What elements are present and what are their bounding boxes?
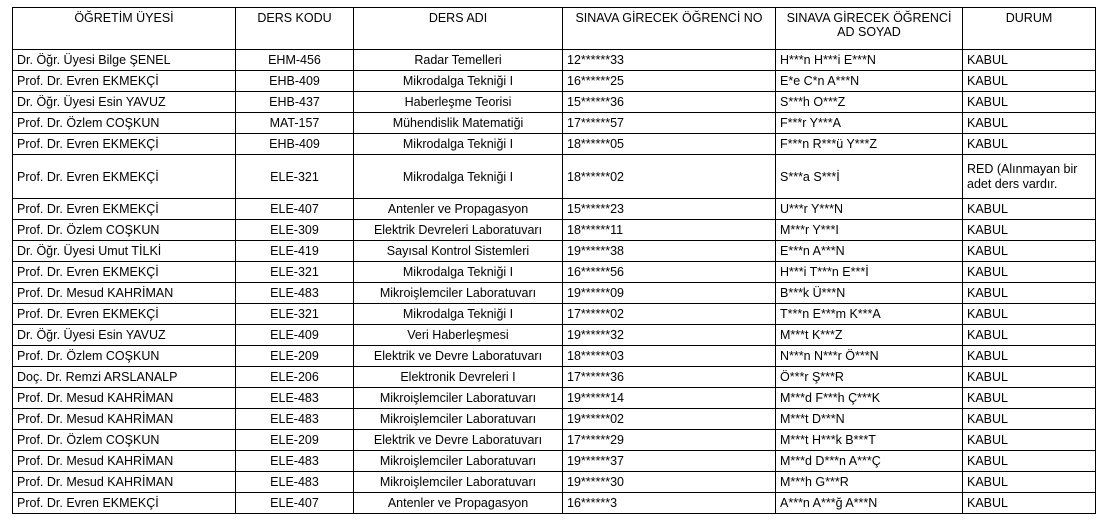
table-row	[13, 50, 1096, 71]
student-name-cell: M***t H***k B***T	[776, 430, 963, 451]
table-row	[13, 71, 1096, 92]
status-cell: KABUL	[963, 346, 1096, 367]
exam-list-container	[12, 7, 1096, 514]
table-row	[13, 220, 1096, 241]
course-code-cell: ELE-483	[236, 283, 354, 304]
table-row	[13, 451, 1096, 472]
table-row	[13, 134, 1096, 155]
instructor-cell: Prof. Dr. Özlem COŞKUN	[13, 346, 236, 367]
course-name-cell: Radar Temelleri	[354, 50, 563, 71]
instructor-cell: Prof. Dr. Özlem COŞKUN	[13, 220, 236, 241]
status-cell: KABUL	[963, 283, 1096, 304]
course-code-cell: ELE-483	[236, 388, 354, 409]
course-code-cell: ELE-321	[236, 304, 354, 325]
course-name-cell: Mikrodalga Tekniği I	[354, 71, 563, 92]
course-code-cell: ELE-483	[236, 472, 354, 493]
instructor-cell: Prof. Dr. Evren EKMEKÇİ	[13, 134, 236, 155]
instructor-cell: Prof. Dr. Evren EKMEKÇİ	[13, 155, 236, 199]
course-name-cell: Mikroişlemciler Laboratuvarı	[354, 388, 563, 409]
course-name-cell: Mikroişlemciler Laboratuvarı	[354, 409, 563, 430]
student-no-cell: 19******14	[563, 388, 776, 409]
course-code-cell: ELE-209	[236, 430, 354, 451]
instructor-cell: Prof. Dr. Mesud KAHRİMAN	[13, 388, 236, 409]
course-name-cell: Elektrik ve Devre Laboratuvarı	[354, 430, 563, 451]
student-name-cell: E*e C*n A***N	[776, 71, 963, 92]
course-name-cell: Sayısal Kontrol Sistemleri	[354, 241, 563, 262]
student-name-cell: U***r Y***N	[776, 199, 963, 220]
status-cell: KABUL	[963, 199, 1096, 220]
course-code-cell: EHM-456	[236, 50, 354, 71]
student-name-cell: N***n N***r Ö***N	[776, 346, 963, 367]
header-instructor: ÖĞRETİM ÜYESİ	[13, 8, 236, 50]
student-no-cell: 18******11	[563, 220, 776, 241]
header-student-name: SINAVA GİRECEK ÖĞRENCİ AD SOYAD	[776, 8, 963, 50]
course-name-cell: Elektrik Devreleri Laboratuvarı	[354, 220, 563, 241]
table-row	[13, 430, 1096, 451]
header-course-name: DERS ADI	[354, 8, 563, 50]
instructor-cell: Prof. Dr. Mesud KAHRİMAN	[13, 409, 236, 430]
course-name-cell: Mikroişlemciler Laboratuvarı	[354, 283, 563, 304]
table-row	[13, 388, 1096, 409]
course-name-cell: Mikroişlemciler Laboratuvarı	[354, 472, 563, 493]
status-cell: KABUL	[963, 430, 1096, 451]
course-code-cell: ELE-206	[236, 367, 354, 388]
student-name-cell: F***r Y***A	[776, 113, 963, 134]
student-no-cell: 19******09	[563, 283, 776, 304]
status-cell: KABUL	[963, 241, 1096, 262]
student-name-cell: Ö***r Ş***R	[776, 367, 963, 388]
instructor-cell: Prof. Dr. Evren EKMEKÇİ	[13, 71, 236, 92]
status-cell: KABUL	[963, 493, 1096, 514]
student-name-cell: M***t D***N	[776, 409, 963, 430]
student-name-cell: M***r Y***I	[776, 220, 963, 241]
status-cell: KABUL	[963, 451, 1096, 472]
student-no-cell: 19******02	[563, 409, 776, 430]
course-name-cell: Mühendislik Matematiği	[354, 113, 563, 134]
instructor-cell: Dr. Öğr. Üyesi Esin YAVUZ	[13, 92, 236, 113]
course-code-cell: MAT-157	[236, 113, 354, 134]
course-name-cell: Mikrodalga Tekniği I	[354, 155, 563, 199]
student-no-cell: 15******23	[563, 199, 776, 220]
table-body	[13, 50, 1096, 514]
instructor-cell: Dr. Öğr. Üyesi Esin YAVUZ	[13, 325, 236, 346]
table-row	[13, 199, 1096, 220]
table-row	[13, 346, 1096, 367]
table-row	[13, 325, 1096, 346]
table-row	[13, 113, 1096, 134]
student-no-cell: 19******38	[563, 241, 776, 262]
course-code-cell: EHB-437	[236, 92, 354, 113]
instructor-cell: Dr. Öğr. Üyesi Bilge ŞENEL	[13, 50, 236, 71]
status-cell: KABUL	[963, 409, 1096, 430]
student-name-cell: M***d F***h Ç***K	[776, 388, 963, 409]
student-no-cell: 17******02	[563, 304, 776, 325]
student-no-cell: 12******33	[563, 50, 776, 71]
table-row	[13, 493, 1096, 514]
instructor-cell: Prof. Dr. Evren EKMEKÇİ	[13, 262, 236, 283]
status-cell: KABUL	[963, 220, 1096, 241]
student-name-cell: S***a S***İ	[776, 155, 963, 199]
student-name-cell: F***n R***ü Y***Z	[776, 134, 963, 155]
table-row	[13, 241, 1096, 262]
student-name-cell: M***d D***n A***Ç	[776, 451, 963, 472]
status-cell: KABUL	[963, 92, 1096, 113]
student-name-cell: T***n E***m K***A	[776, 304, 963, 325]
status-cell: RED (Alınmayan bir adet ders vardır.	[963, 155, 1096, 199]
student-no-cell: 16******56	[563, 262, 776, 283]
student-name-cell: B***k Ü***N	[776, 283, 963, 304]
header-student-no: SINAVA GİRECEK ÖĞRENCİ NO	[563, 8, 776, 50]
status-cell: KABUL	[963, 367, 1096, 388]
student-no-cell: 16******25	[563, 71, 776, 92]
instructor-cell: Prof. Dr. Mesud KAHRİMAN	[13, 283, 236, 304]
course-code-cell: ELE-407	[236, 493, 354, 514]
status-cell: KABUL	[963, 388, 1096, 409]
course-code-cell: ELE-321	[236, 155, 354, 199]
course-name-cell: Elektronik Devreleri I	[354, 367, 563, 388]
table-row	[13, 472, 1096, 493]
course-name-cell: Veri Haberleşmesi	[354, 325, 563, 346]
course-code-cell: ELE-483	[236, 409, 354, 430]
course-code-cell: ELE-407	[236, 199, 354, 220]
student-no-cell: 19******30	[563, 472, 776, 493]
course-code-cell: ELE-483	[236, 451, 354, 472]
table-row	[13, 262, 1096, 283]
student-name-cell: M***t K***Z	[776, 325, 963, 346]
course-code-cell: ELE-321	[236, 262, 354, 283]
course-name-cell: Elektrik ve Devre Laboratuvarı	[354, 346, 563, 367]
course-code-cell: ELE-409	[236, 325, 354, 346]
table-row	[13, 304, 1096, 325]
table-row	[13, 155, 1096, 199]
student-no-cell: 19******32	[563, 325, 776, 346]
exam-table	[12, 7, 1096, 514]
student-no-cell: 18******05	[563, 134, 776, 155]
course-name-cell: Mikrodalga Tekniği I	[354, 134, 563, 155]
student-name-cell: H***i T***n E***İ	[776, 262, 963, 283]
course-code-cell: EHB-409	[236, 71, 354, 92]
header-status: DURUM	[963, 8, 1096, 50]
student-no-cell: 15******36	[563, 92, 776, 113]
status-cell: KABUL	[963, 472, 1096, 493]
course-name-cell: Haberleşme Teorisi	[354, 92, 563, 113]
instructor-cell: Doç. Dr. Remzi ARSLANALP	[13, 367, 236, 388]
student-no-cell: 19******37	[563, 451, 776, 472]
status-cell: KABUL	[963, 304, 1096, 325]
table-row	[13, 92, 1096, 113]
instructor-cell: Dr. Öğr. Üyesi Umut TİLKİ	[13, 241, 236, 262]
student-no-cell: 17******57	[563, 113, 776, 134]
course-code-cell: ELE-209	[236, 346, 354, 367]
status-cell: KABUL	[963, 71, 1096, 92]
status-cell: KABUL	[963, 134, 1096, 155]
status-cell: KABUL	[963, 113, 1096, 134]
course-name-cell: Mikroişlemciler Laboratuvarı	[354, 451, 563, 472]
student-name-cell: E***n A***N	[776, 241, 963, 262]
table-row	[13, 367, 1096, 388]
header-course-code: DERS KODU	[236, 8, 354, 50]
instructor-cell: Prof. Dr. Evren EKMEKÇİ	[13, 199, 236, 220]
table-row	[13, 409, 1096, 430]
student-name-cell: H***n H***i E***N	[776, 50, 963, 71]
course-name-cell: Mikrodalga Tekniği I	[354, 304, 563, 325]
instructor-cell: Prof. Dr. Evren EKMEKÇİ	[13, 304, 236, 325]
course-code-cell: ELE-419	[236, 241, 354, 262]
student-name-cell: A***n A***ğ A***N	[776, 493, 963, 514]
student-no-cell: 17******29	[563, 430, 776, 451]
student-no-cell: 18******02	[563, 155, 776, 199]
status-cell: KABUL	[963, 50, 1096, 71]
student-no-cell: 18******03	[563, 346, 776, 367]
status-cell: KABUL	[963, 262, 1096, 283]
course-name-cell: Antenler ve Propagasyon	[354, 493, 563, 514]
course-name-cell: Antenler ve Propagasyon	[354, 199, 563, 220]
table-row	[13, 283, 1096, 304]
status-cell: KABUL	[963, 325, 1096, 346]
course-code-cell: ELE-309	[236, 220, 354, 241]
student-no-cell: 17******36	[563, 367, 776, 388]
header-row	[13, 8, 1096, 50]
instructor-cell: Prof. Dr. Evren EKMEKÇİ	[13, 493, 236, 514]
course-code-cell: EHB-409	[236, 134, 354, 155]
student-name-cell: M***h G***R	[776, 472, 963, 493]
instructor-cell: Prof. Dr. Mesud KAHRİMAN	[13, 472, 236, 493]
instructor-cell: Prof. Dr. Mesud KAHRİMAN	[13, 451, 236, 472]
instructor-cell: Prof. Dr. Özlem COŞKUN	[13, 430, 236, 451]
student-no-cell: 16******3	[563, 493, 776, 514]
student-name-cell: S***h O***Z	[776, 92, 963, 113]
instructor-cell: Prof. Dr. Özlem COŞKUN	[13, 113, 236, 134]
course-name-cell: Mikrodalga Tekniği I	[354, 262, 563, 283]
